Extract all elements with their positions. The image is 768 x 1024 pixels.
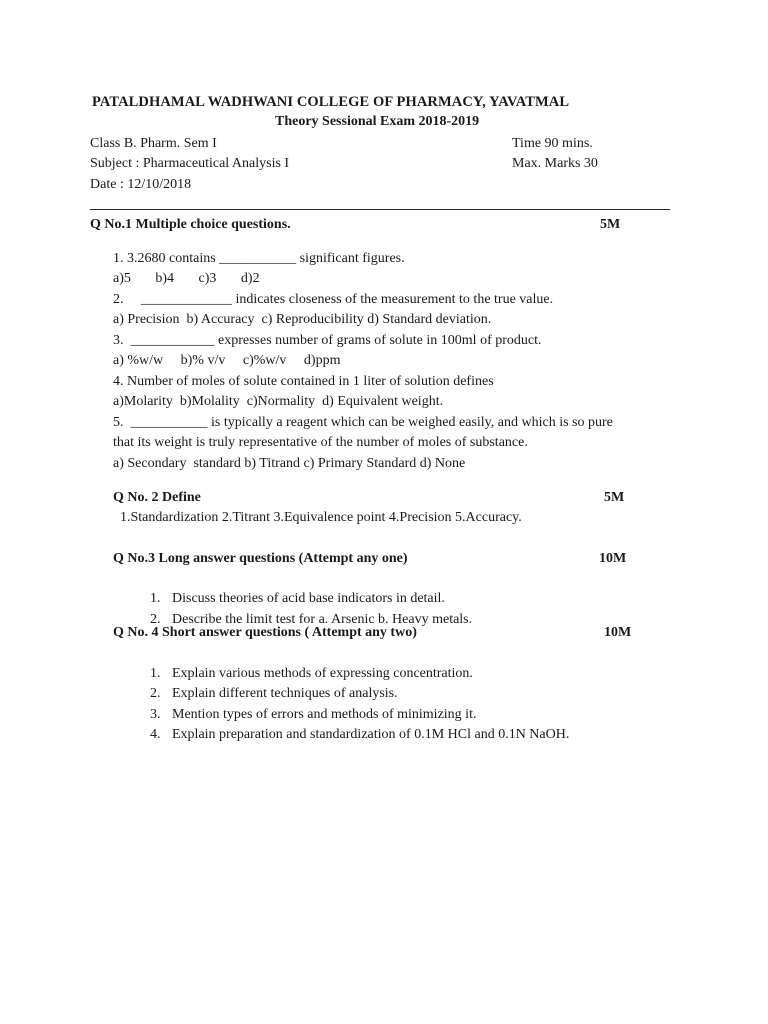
max-marks-label: Max. Marks 30 bbox=[512, 156, 598, 171]
q4-item-4-number: 4. bbox=[150, 727, 161, 742]
q4-item-1-text: Explain various methods of expressing concentration. bbox=[172, 666, 473, 681]
class-label: Class B. Pharm. Sem I bbox=[90, 136, 217, 151]
q1-line-11: a) Secondary standard b) Titrand c) Primary Standard d) None bbox=[113, 456, 466, 471]
college-name: PATALDHAMAL WADHWANI COLLEGE OF PHARMACY, YAVATMAL bbox=[92, 94, 570, 110]
q3-title: Q No.3 Long answer questions (Attempt any one) bbox=[113, 551, 408, 566]
q3-marks: 10M bbox=[599, 551, 627, 566]
q3-item-1-number: 1. bbox=[150, 591, 161, 606]
q2-title: Q No. 2 Define bbox=[113, 490, 201, 505]
q1-line-3: 2. _____________ indicates closeness of the measurement to the true value. bbox=[113, 292, 554, 307]
q1-line-5: 3. ____________ expresses number of grams of solute in 100ml of product. bbox=[113, 333, 542, 348]
q3-item-2-number: 2. bbox=[150, 612, 161, 627]
q1-marks: 5M bbox=[600, 217, 621, 232]
exam-title: Theory Sessional Exam 2018-2019 bbox=[275, 114, 480, 129]
q1-title: Q No.1 Multiple choice questions. bbox=[90, 217, 291, 232]
time-label: Time 90 mins. bbox=[512, 136, 593, 151]
q1-line-4: a) Precision b) Accuracy c) Reproducibility d) Standard deviation. bbox=[113, 312, 492, 327]
q2-marks: 5M bbox=[604, 490, 625, 505]
q4-item-4 bbox=[136, 705, 569, 765]
q3-item-2-text: Describe the limit test for a. Arsenic b. Heavy metals. bbox=[172, 612, 473, 627]
date-label: Date : 12/10/2018 bbox=[90, 177, 192, 192]
q4-item-3-text: Mention types of errors and methods of minimizing it. bbox=[172, 707, 477, 722]
q4-item-3-number: 3. bbox=[150, 707, 161, 722]
q4-item-4-text: Explain preparation and standardization of 0.1M HCl and 0.1N NaOH. bbox=[172, 727, 570, 742]
q4-title: Q No. 4 Short answer questions ( Attempt any two) bbox=[113, 625, 417, 640]
q4-item-1-number: 1. bbox=[150, 666, 161, 681]
q1-line-9: 5. ___________ is typically a reagent which can be weighed easily, and which is so pure bbox=[113, 415, 613, 430]
q1-line-2: a)5 b)4 c)3 d)2 bbox=[113, 271, 260, 286]
q4-item-2-number: 2. bbox=[150, 686, 161, 701]
header-divider bbox=[90, 209, 670, 210]
q1-line-10: that its weight is truly representative of the number of moles of substance. bbox=[113, 435, 528, 450]
q1-line-1: 1. 3.2680 contains ___________ significant figures. bbox=[113, 251, 405, 266]
q4-marks: 10M bbox=[604, 625, 632, 640]
q1-line-8: a)Molarity b)Molality c)Normality d) Equivalent weight. bbox=[113, 394, 444, 409]
q4-item-2-text: Explain different techniques of analysis. bbox=[172, 686, 398, 701]
q2-line: 1.Standardization 2.Titrant 3.Equivalence point 4.Precision 5.Accuracy. bbox=[120, 510, 522, 525]
subject-label: Subject : Pharmaceutical Analysis I bbox=[90, 156, 290, 171]
q3-item-1-text: Discuss theories of acid base indicators in detail. bbox=[172, 591, 445, 606]
q1-line-7: 4. Number of moles of solute contained in 1 liter of solution defines bbox=[113, 374, 494, 389]
q1-line-6: a) %w/w b)% v/v c)%w/v d)ppm bbox=[113, 353, 341, 368]
